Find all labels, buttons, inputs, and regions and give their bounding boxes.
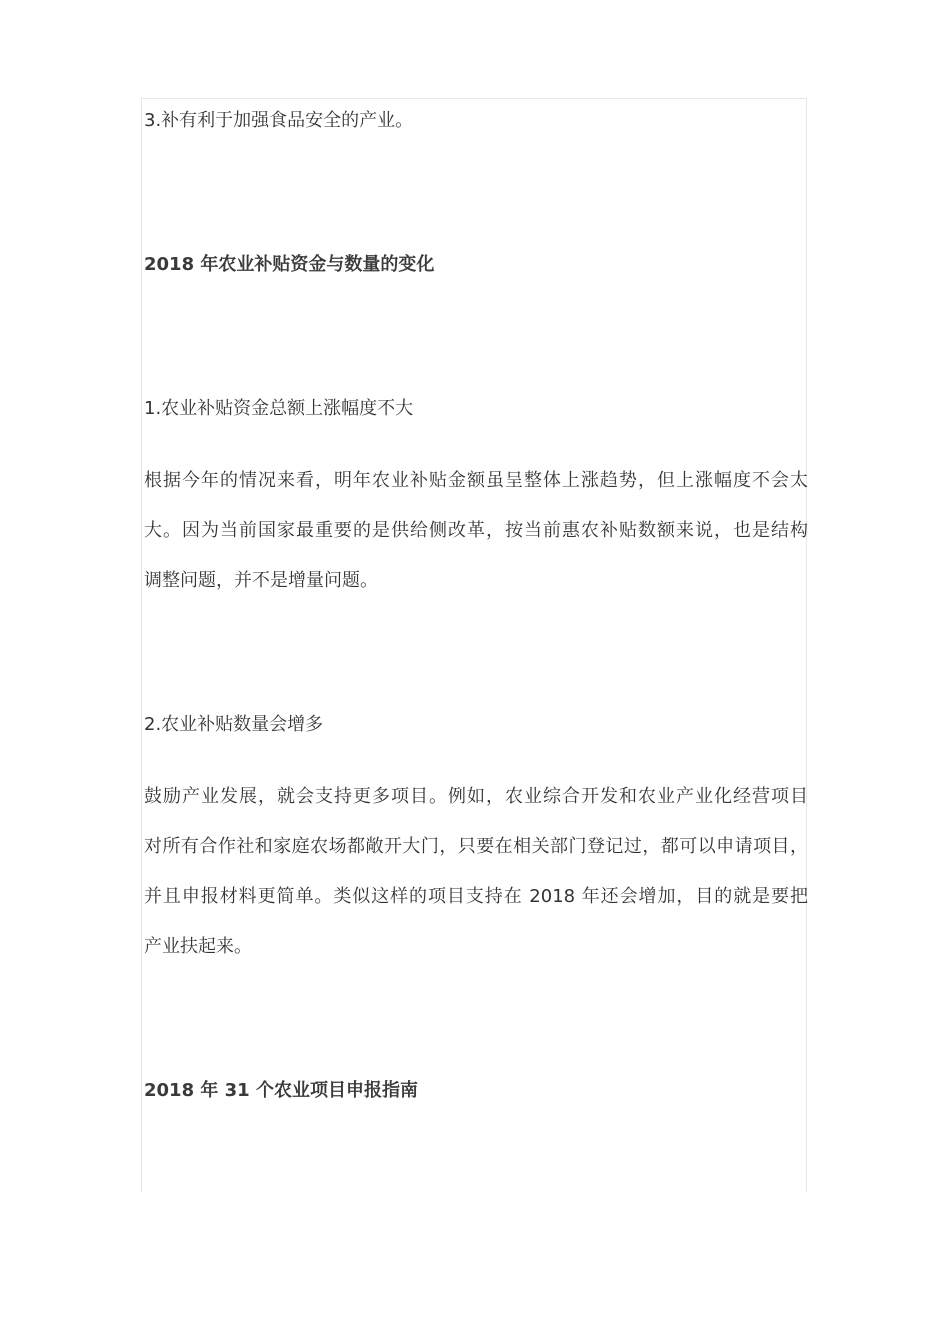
- paragraph-line: 调整问题，并不是增量问题。: [144, 570, 378, 591]
- paragraph-line: 产业扶起来。: [144, 936, 252, 957]
- list-item-food-safety: 3.补有利于加强食品安全的产业。: [144, 110, 414, 131]
- subheading-subsidy-count: 2.农业补贴数量会增多: [144, 714, 324, 735]
- subheading-subsidy-total: 1.农业补贴资金总额上涨幅度不大: [144, 398, 414, 419]
- section-heading-subsidy-changes: 2018 年农业补贴资金与数量的变化: [144, 254, 435, 275]
- section-heading-project-guide: 2018 年 31 个农业项目申报指南: [144, 1080, 418, 1101]
- paragraph-line: 并且申报材料更简单。类似这样的项目支持在 2018 年还会增加，目的就是要把: [144, 886, 808, 907]
- paragraph-line: 鼓励产业发展，就会支持更多项目。例如，农业综合开发和农业产业化经营项目: [144, 786, 808, 807]
- paragraph-line: 大。因为当前国家最重要的是供给侧改革，按当前惠农补贴数额来说，也是结构: [144, 520, 808, 541]
- paragraph-line: 根据今年的情况来看，明年农业补贴金额虽呈整体上涨趋势，但上涨幅度不会太: [144, 470, 808, 491]
- paragraph-line: 对所有合作社和家庭农场都敞开大门，只要在相关部门登记过，都可以申请项目，: [144, 836, 808, 857]
